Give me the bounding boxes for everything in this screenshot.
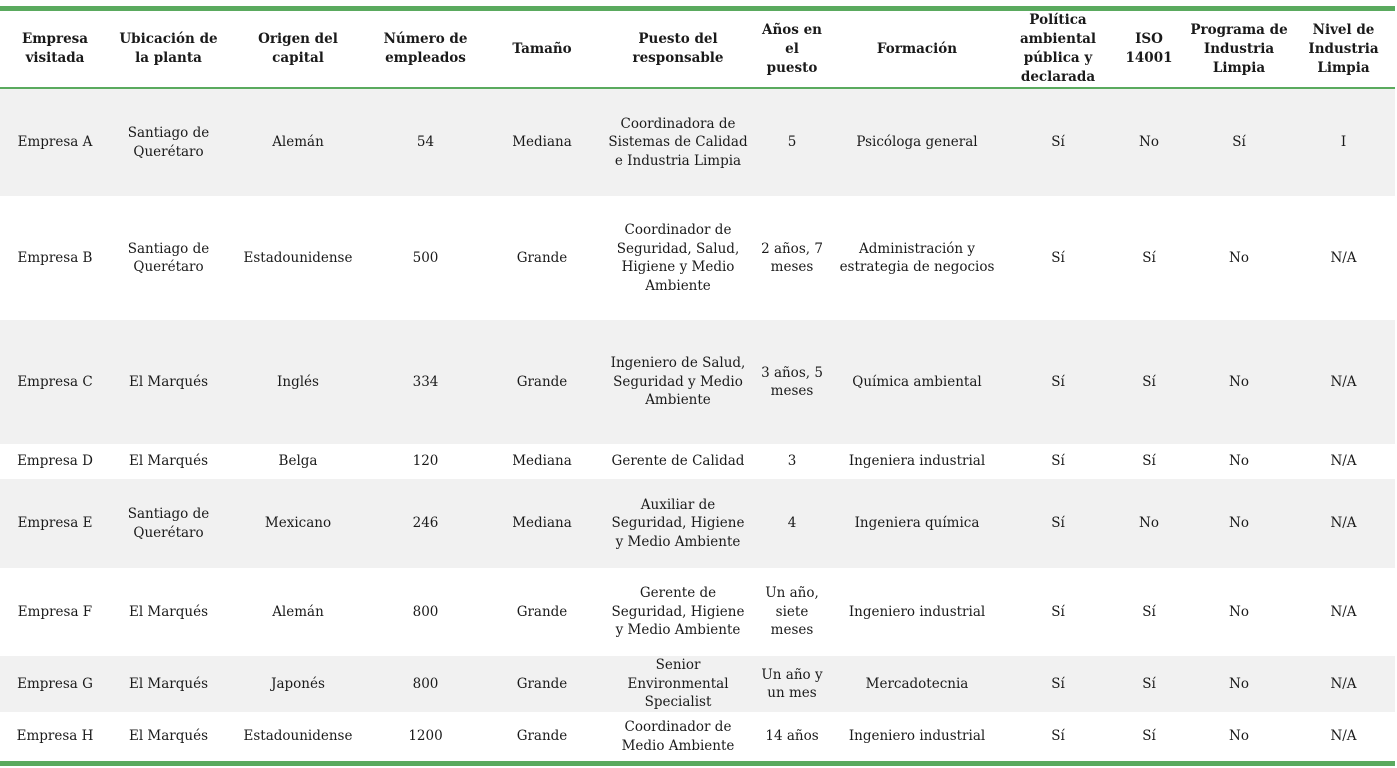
col-header-formacion: Formación (876, 40, 958, 57)
cell: 3 años, 5 meses (754, 320, 830, 444)
col-header-iso: ISO 14001 (1125, 31, 1173, 66)
cell: N/A (1292, 712, 1395, 761)
col-header-politica: Política ambiental pública y declarada (1019, 12, 1097, 85)
cell: Grande (482, 656, 602, 712)
cell: No (1186, 712, 1292, 761)
cell: No (1186, 444, 1292, 479)
cell: 2 años, 7 meses (754, 196, 830, 320)
col-header-nivel: Nivel de Industria Limpia (1308, 21, 1379, 76)
table-row (0, 712, 1395, 761)
cell: 5 (754, 89, 830, 196)
cell: Un año, siete meses (754, 568, 830, 656)
cell: No (1186, 656, 1292, 712)
cell: Sí (1112, 196, 1186, 320)
cell: Alemán (227, 89, 369, 196)
cell: Ingeniera química (830, 479, 1004, 568)
bottom-rule (0, 761, 1395, 766)
table-row (0, 656, 1395, 712)
cell: Gerente de Calidad (602, 444, 754, 479)
col-header-ubicacion: Ubicación de la planta (119, 31, 218, 66)
cell: Empresa E (0, 479, 110, 568)
cell: Sí (1004, 656, 1112, 712)
cell: I (1292, 89, 1395, 196)
cell: Empresa B (0, 196, 110, 320)
cell: Coordinador de Medio Ambiente (602, 712, 754, 761)
table-row (0, 320, 1395, 444)
cell: Ingeniera industrial (830, 444, 1004, 479)
cell: Mercadotecnia (830, 656, 1004, 712)
cell: 800 (369, 568, 482, 656)
cell: El Marqués (110, 444, 227, 479)
cell: Auxiliar de Seguridad, Higiene y Medio Ambiente (602, 479, 754, 568)
cell: Química ambiental (830, 320, 1004, 444)
cell: N/A (1292, 444, 1395, 479)
cell: Estadounidense (227, 196, 369, 320)
cell: 4 (754, 479, 830, 568)
cell: Estadounidense (227, 712, 369, 761)
table-row (0, 89, 1395, 196)
col-header-puesto: Puesto del responsable (632, 31, 724, 66)
cell: Sí (1186, 89, 1292, 196)
cell: 334 (369, 320, 482, 444)
cell: Ingeniero de Salud, Seguridad y Medio Ambiente (602, 320, 754, 444)
header-row (0, 11, 1395, 87)
cell: Sí (1112, 712, 1186, 761)
table-row (0, 568, 1395, 656)
cell: Santiago de Querétaro (110, 479, 227, 568)
cell: Sí (1112, 656, 1186, 712)
cell: Empresa F (0, 568, 110, 656)
col-header-anos: Años en el puesto (762, 21, 822, 76)
cell: Empresa A (0, 89, 110, 196)
cell: El Marqués (110, 712, 227, 761)
cell: El Marqués (110, 656, 227, 712)
cell: Un año y un mes (754, 656, 830, 712)
cell: Mediana (482, 479, 602, 568)
cell: Sí (1004, 320, 1112, 444)
cell: Sí (1004, 444, 1112, 479)
cell: 3 (754, 444, 830, 479)
cell: No (1112, 479, 1186, 568)
cell: Coordinadora de Sistemas de Calidad e Industria Limpia (602, 89, 754, 196)
cell: 120 (369, 444, 482, 479)
cell: N/A (1292, 196, 1395, 320)
cell: Empresa C (0, 320, 110, 444)
cell: Mediana (482, 89, 602, 196)
cell: 800 (369, 656, 482, 712)
table-row (0, 444, 1395, 479)
cell: 246 (369, 479, 482, 568)
cell: Psicóloga general (830, 89, 1004, 196)
cell: 54 (369, 89, 482, 196)
cell: Mexicano (227, 479, 369, 568)
cell: Japonés (227, 656, 369, 712)
table-body (0, 89, 1395, 761)
cell: No (1112, 89, 1186, 196)
table (0, 11, 1395, 87)
cell: Grande (482, 712, 602, 761)
cell: Ingeniero industrial (830, 568, 1004, 656)
cell: Grande (482, 196, 602, 320)
cell: 1200 (369, 712, 482, 761)
cell: El Marqués (110, 320, 227, 444)
table-row (0, 479, 1395, 568)
cell: Belga (227, 444, 369, 479)
cell: Sí (1112, 444, 1186, 479)
cell: No (1186, 479, 1292, 568)
cell: N/A (1292, 479, 1395, 568)
cell: No (1186, 320, 1292, 444)
cell: Empresa H (0, 712, 110, 761)
col-header-empresa: Empresa visitada (21, 31, 89, 66)
col-header-empleados: Número de empleados (383, 31, 468, 66)
cell: Sí (1004, 479, 1112, 568)
cell: Sí (1004, 89, 1112, 196)
cell: No (1186, 196, 1292, 320)
cell: Empresa D (0, 444, 110, 479)
cell: Gerente de Seguridad, Higiene y Medio Ambiente (602, 568, 754, 656)
cell: Mediana (482, 444, 602, 479)
cell: 14 años (754, 712, 830, 761)
cell: El Marqués (110, 568, 227, 656)
cell: Empresa G (0, 656, 110, 712)
cell: Grande (482, 320, 602, 444)
cell: No (1186, 568, 1292, 656)
cell: Grande (482, 568, 602, 656)
cell: Sí (1112, 568, 1186, 656)
cell: Ingeniero industrial (830, 712, 1004, 761)
cell: Santiago de Querétaro (110, 89, 227, 196)
cell: Sí (1112, 320, 1186, 444)
cell: Santiago de Querétaro (110, 196, 227, 320)
cell: Coordinador de Seguridad, Salud, Higiene y Medio Ambiente (602, 196, 754, 320)
col-header-origen: Origen del capital (258, 31, 338, 66)
cell: Sí (1004, 712, 1112, 761)
col-header-tamano: Tamaño (512, 40, 572, 57)
cell: Inglés (227, 320, 369, 444)
table-row (0, 196, 1395, 320)
cell: N/A (1292, 656, 1395, 712)
companies-table (0, 6, 1395, 766)
cell: Sí (1004, 568, 1112, 656)
cell: Senior Environmental Specialist (602, 656, 754, 712)
col-header-programa: Programa de Industria Limpia (1190, 21, 1288, 76)
cell: 500 (369, 196, 482, 320)
cell: Alemán (227, 568, 369, 656)
cell: N/A (1292, 568, 1395, 656)
cell: Administración y estrategia de negocios (830, 196, 1004, 320)
cell: N/A (1292, 320, 1395, 444)
cell: Sí (1004, 196, 1112, 320)
